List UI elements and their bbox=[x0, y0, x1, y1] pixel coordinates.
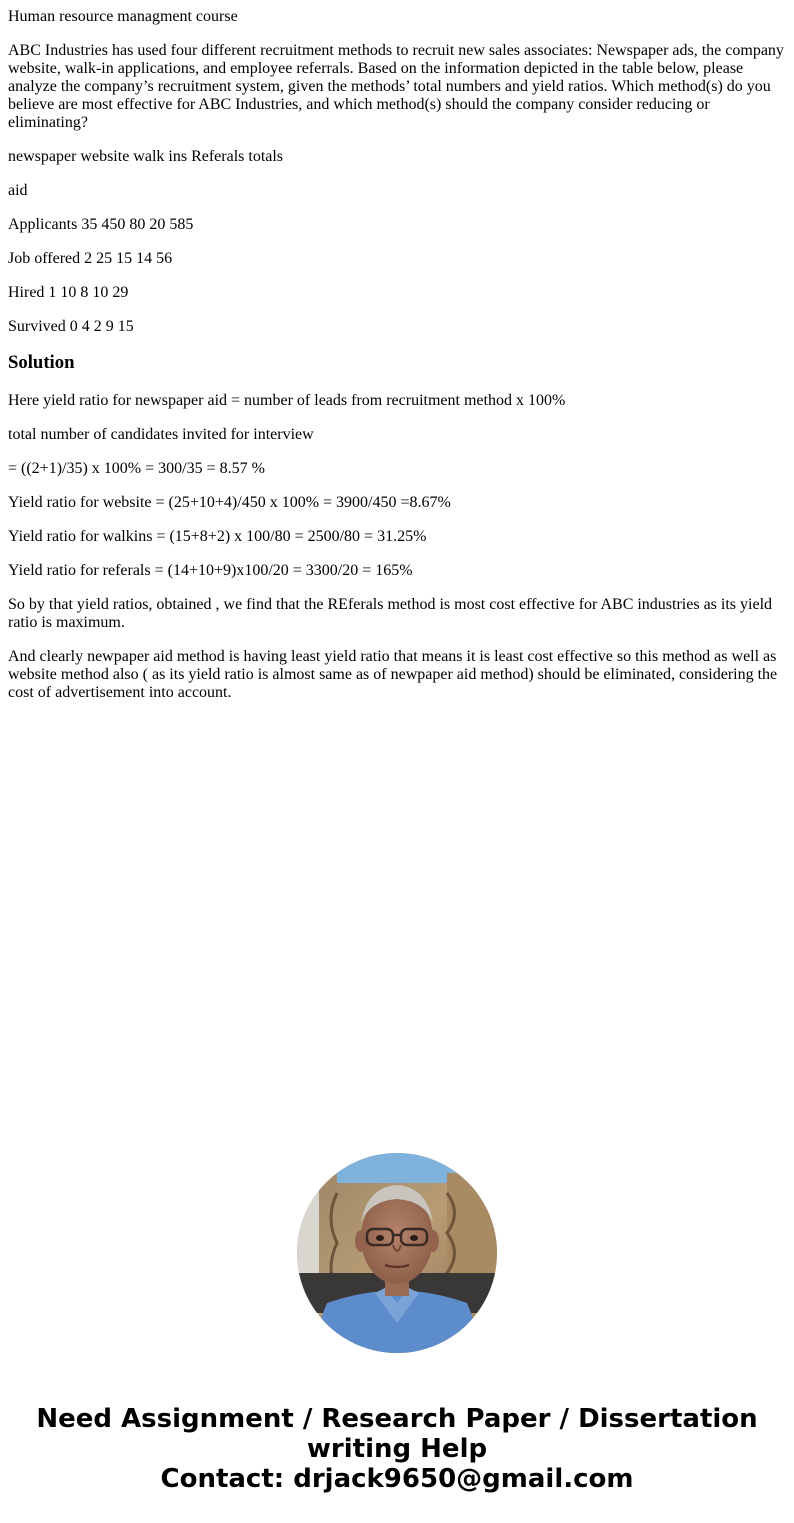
banner-contact-email: Contact: drjack9650@gmail.com bbox=[160, 1464, 634, 1494]
solution-recommendation: And clearly newpaper aid method is having least yield ratio that means it is least cost effective so this method as well as website method also ( as its yield ratio is almost same as of newpaper aid method) should be eliminated, considering the cost of advertisement into account. bbox=[8, 648, 778, 701]
table-line-header-wrap: aid bbox=[8, 182, 28, 199]
solution-paragraph: Yield ratio for walkins = (15+8+2) x 100/80 = 2500/80 = 31.25% bbox=[8, 528, 427, 545]
solution-paragraph: Here yield ratio for newspaper aid = number of leads from recruitment method x 100% bbox=[8, 392, 566, 409]
table-line-survived: Survived 0 4 2 9 15 bbox=[8, 318, 134, 335]
contact-banner bbox=[0, 1404, 794, 1494]
banner-line-2: writing Help bbox=[306, 1434, 488, 1464]
solution-conclusion: So by that yield ratios, obtained , we find that the REferals method is most cost effective for ABC industries as its yield ratio is maximum. bbox=[8, 596, 773, 631]
table-line-applicants: Applicants 35 450 80 20 585 bbox=[8, 216, 194, 233]
table-line-header: newspaper website walk ins Referals totals bbox=[8, 148, 284, 165]
table-line-job-offered: Job offered 2 25 15 14 56 bbox=[8, 250, 173, 267]
solution-heading: Solution bbox=[8, 352, 75, 373]
question-prompt: ABC Industries has used four different recruitment methods to recruit new sales associates: Newspaper ads, the company website, walk-in applications, and employee referrals. Based on the information depicted in the table below, please analyze the company’s recruitment system, given the methods’ total numbers and yield ratios. Which method(s) do you believe are most effective for ABC Industries, and which method(s) should the company consider reducing or eliminating? bbox=[8, 42, 784, 131]
question-title: Human resource managment course bbox=[8, 8, 238, 25]
author-avatar bbox=[297, 1153, 497, 1353]
banner-line-1: Need Assignment / Research Paper / Dissertation bbox=[36, 1404, 758, 1434]
solution-paragraph: Yield ratio for website = (25+10+4)/450 x 100% = 3900/450 =8.67% bbox=[8, 494, 451, 511]
document-body bbox=[8, 8, 786, 718]
solution-paragraph: total number of candidates invited for interview bbox=[8, 426, 314, 443]
author-portrait-icon bbox=[297, 1153, 497, 1353]
table-line-hired: Hired 1 10 8 10 29 bbox=[8, 284, 129, 301]
solution-paragraph: Yield ratio for referals = (14+10+9)x100/20 = 3300/20 = 165% bbox=[8, 562, 413, 579]
solution-paragraph: = ((2+1)/35) x 100% = 300/35 = 8.57 % bbox=[8, 460, 265, 477]
